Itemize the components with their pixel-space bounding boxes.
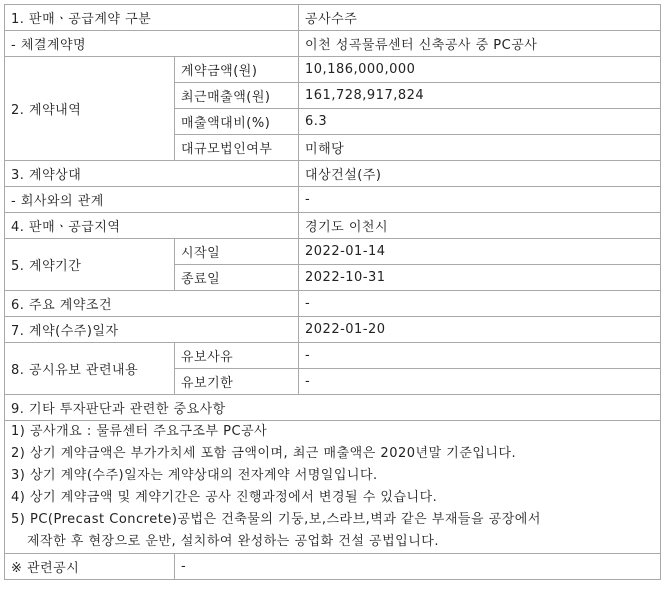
row-other-heading: [5, 395, 661, 421]
label-conditions: 6. 주요 계약조건: [5, 291, 299, 317]
note-5: 5) PC(Precast Concrete)공법은 건축물의 기둥,보,스라브,벽과 같은 부재들을 공장에서: [11, 512, 541, 527]
value-start-date: 2022-01-14: [299, 239, 661, 265]
row-contract-amount: [5, 57, 661, 83]
value-recent-sales: 161,728,917,824: [299, 83, 661, 109]
value-deferral-reason: -: [299, 343, 661, 369]
label-contract-details: 2. 계약내역: [5, 57, 175, 161]
label-deferral-reason: 유보사유: [175, 343, 299, 369]
contract-disclosure-table: [4, 4, 661, 580]
row-deferral-reason: [5, 343, 661, 369]
value-contract-amount: 10,186,000,000: [299, 57, 661, 83]
row-contract-name: [5, 31, 661, 57]
note-2: 2) 상기 계약금액은 부가가치세 포함 금액이며, 최근 매출액은 2020년말 기준입니다.: [11, 446, 517, 461]
note-3: 3) 상기 계약(수주)일자는 계약상대의 전자계약 서명일입니다.: [11, 468, 378, 483]
value-conditions: -: [299, 291, 661, 317]
label-relation: - 회사와의 관계: [5, 187, 299, 213]
label-contract-period: 5. 계약기간: [5, 239, 175, 291]
label-contract-amount: 계약금액(원): [175, 57, 299, 83]
note-4: 4) 상기 계약금액 및 계약기간은 공사 진행과정에서 변경될 수 있습니다.: [11, 490, 438, 505]
label-deferral-term: 유보기한: [175, 369, 299, 395]
row-counterparty: [5, 161, 661, 187]
row-relation: [5, 187, 661, 213]
label-end-date: 종료일: [175, 265, 299, 291]
value-contract-date: 2022-01-20: [299, 317, 661, 343]
value-contract-type: 공사수주: [299, 5, 661, 31]
label-related-disclosure: ※ 관련공시: [5, 554, 175, 580]
label-deferral: 8. 공시유보 관련내용: [5, 343, 175, 395]
note-5-continued: 제작한 후 현장으로 운반, 설치하여 완성하는 공업화 건설 공법입니다.: [27, 534, 439, 549]
notes-cell: [5, 421, 661, 554]
row-region: [5, 213, 661, 239]
row-period-start: [5, 239, 661, 265]
label-contract-date: 7. 계약(수주)일자: [5, 317, 299, 343]
label-sales-ratio: 매출액대비(%): [175, 109, 299, 135]
label-contract-type: 1. 판매ㆍ공급계약 구분: [5, 5, 299, 31]
row-related-disclosure: [5, 554, 661, 580]
value-relation: -: [299, 187, 661, 213]
note-1: 1) 공사개요 : 물류센터 주요구조부 PC공사: [11, 424, 268, 439]
label-region: 4. 판매ㆍ공급지역: [5, 213, 299, 239]
label-start-date: 시작일: [175, 239, 299, 265]
value-counterparty: 대상건설(주): [299, 161, 661, 187]
value-deferral-term: -: [299, 369, 661, 395]
value-end-date: 2022-10-31: [299, 265, 661, 291]
value-sales-ratio: 6.3: [299, 109, 661, 135]
value-region: 경기도 이천시: [299, 213, 661, 239]
row-contract-date: [5, 317, 661, 343]
value-contract-name: 이천 성곡물류센터 신축공사 중 PC공사: [299, 31, 661, 57]
label-counterparty: 3. 계약상대: [5, 161, 299, 187]
label-recent-sales: 최근매출액(원): [175, 83, 299, 109]
row-conditions: [5, 291, 661, 317]
row-contract-type: [5, 5, 661, 31]
label-other-matters: 9. 기타 투자판단과 관련한 중요사항: [5, 395, 661, 421]
label-large-corp: 대규모법인여부: [175, 135, 299, 161]
value-related-disclosure: -: [175, 554, 661, 580]
label-contract-name: - 체결계약명: [5, 31, 299, 57]
value-large-corp: 미해당: [299, 135, 661, 161]
row-notes: [5, 421, 661, 554]
